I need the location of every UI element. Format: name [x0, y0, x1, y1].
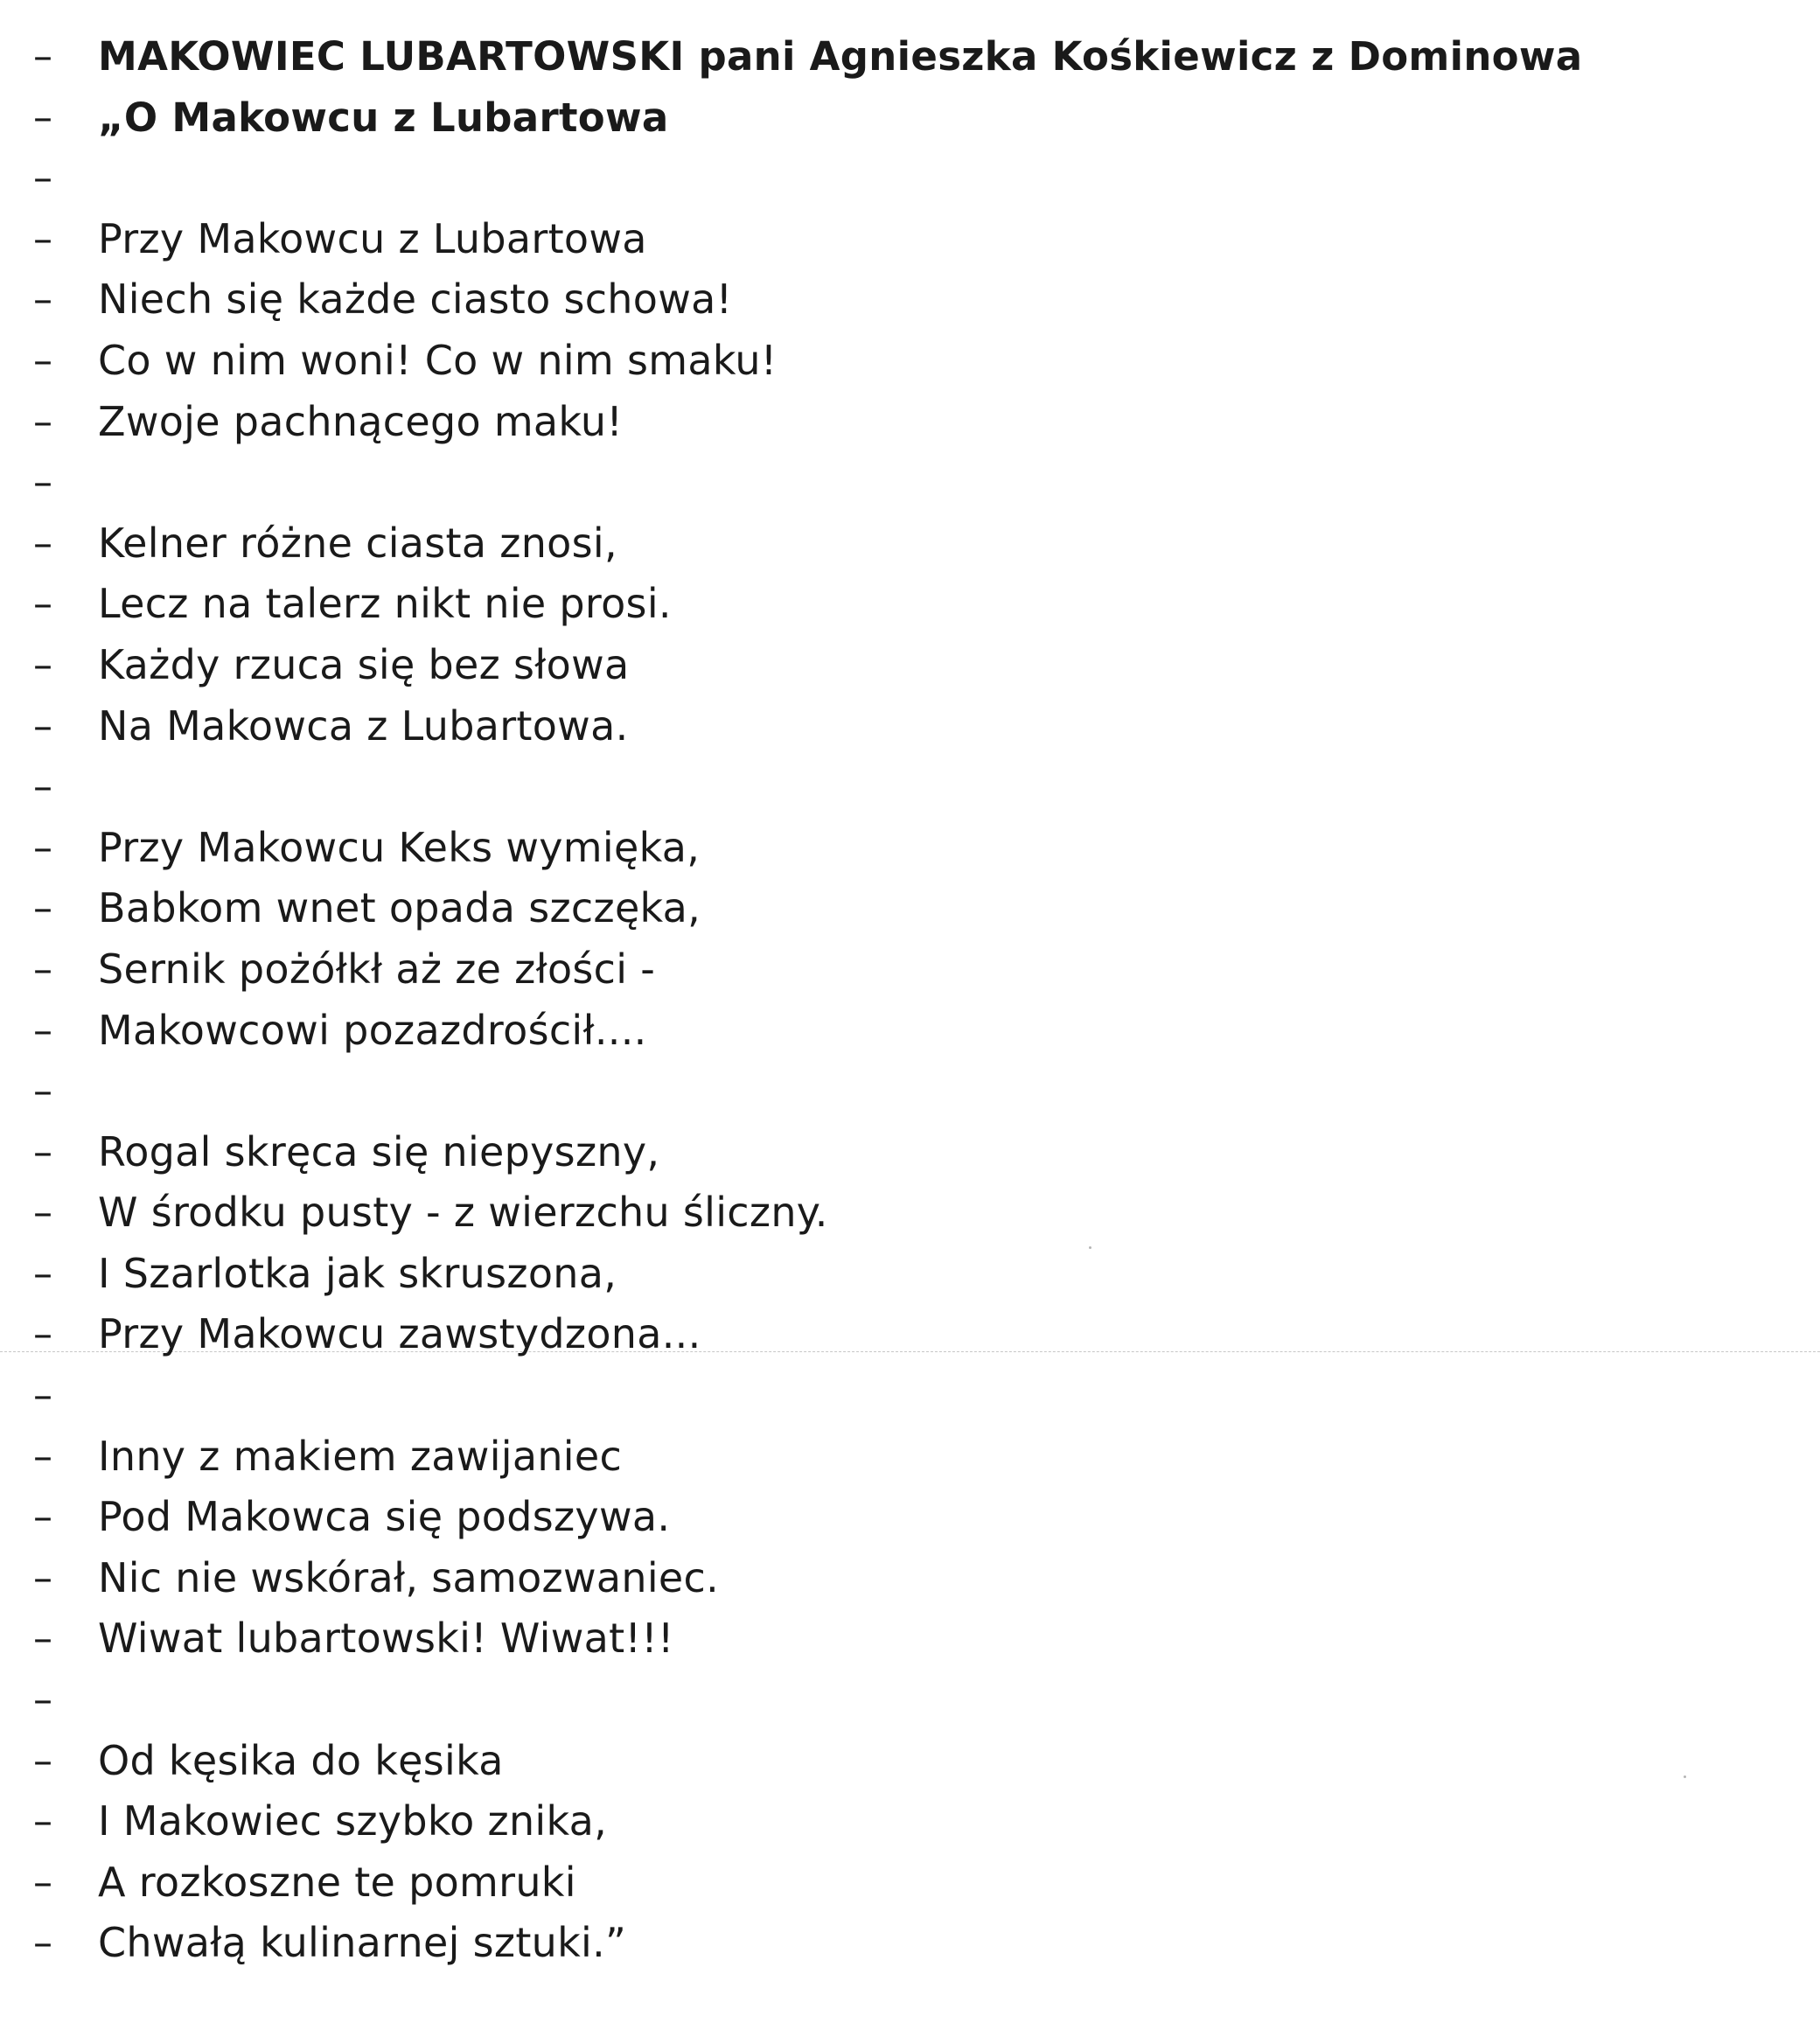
line-text: Zwoje pachnącego maku! [98, 397, 624, 445]
poem-line [0, 1182, 1820, 1244]
line-text: Przy Makowcu Keks wymięka, [98, 823, 701, 871]
poem-line [0, 818, 1820, 879]
line-text: Każdy rzuca się bez słowa [98, 640, 630, 688]
poem-line [0, 1548, 1820, 1609]
line-text: Kelner różne ciasta znosi, [98, 519, 617, 567]
line-dash: – [33, 520, 52, 566]
line-dash: – [33, 277, 52, 323]
poem-body [0, 26, 1820, 1974]
poem-line [0, 1791, 1820, 1852]
line-dash: – [33, 1008, 52, 1053]
line-text: Na Makowca z Lubartowa. [98, 701, 629, 750]
line-dash: – [33, 1129, 52, 1175]
blank-line [0, 757, 1820, 818]
poem-line [0, 635, 1820, 696]
poem-line [0, 513, 1820, 575]
line-text: I Makowiec szybko znika, [98, 1797, 608, 1845]
poem-line [0, 696, 1820, 757]
line-dash: – [33, 1678, 52, 1723]
line-text: Co w nim woni! Co w nim smaku! [98, 336, 778, 384]
line-text: Niech się każde ciasto schowa! [98, 276, 733, 324]
line-text: Makowcowi pozazdrościł.... [98, 1006, 647, 1054]
line-text: Lecz na talerz nikt nie prosi. [98, 580, 672, 628]
poem-line [0, 878, 1820, 939]
blank-line [0, 148, 1820, 209]
line-text: I Szarlotka jak skruszona, [98, 1249, 617, 1297]
line-dash: – [33, 399, 52, 444]
poem-line [0, 574, 1820, 635]
line-dash: – [33, 1373, 52, 1419]
line-dash: – [33, 34, 52, 79]
line-text: Rogal skręca się niepyszny, [98, 1127, 660, 1175]
poem-line [0, 1487, 1820, 1548]
line-text: Chwałą kulinarnej sztuki.” [98, 1919, 627, 1967]
line-dash: – [33, 1190, 52, 1236]
line-dash: – [33, 216, 52, 262]
line-text: Nic nie wskórał, samozwaniec. [98, 1553, 720, 1601]
poem-line [0, 1852, 1820, 1914]
line-dash: – [33, 1069, 52, 1114]
line-dash: – [33, 825, 52, 870]
poem-line [0, 269, 1820, 331]
line-text: Pod Makowca się podszywa. [98, 1493, 671, 1541]
line-text: Babkom wnet opada szczęka, [98, 884, 701, 932]
line-dash: – [33, 1555, 52, 1601]
line-text: „O Makowcu z Lubartowa [98, 94, 669, 141]
line-dash: – [33, 1738, 52, 1783]
blank-line [0, 1061, 1820, 1122]
line-text: Wiwat lubartowski! Wiwat!!! [98, 1615, 674, 1663]
poem-line [0, 1304, 1820, 1365]
line-dash: – [33, 1312, 52, 1357]
poem-line [0, 939, 1820, 1001]
line-text: Przy Makowcu zawstydzona... [98, 1310, 701, 1358]
poem-line [0, 1122, 1820, 1183]
line-dash: – [33, 1495, 52, 1540]
line-dash: – [33, 1799, 52, 1845]
line-text: Od kęsika do kęsika [98, 1736, 504, 1784]
poem-line [0, 1608, 1820, 1670]
line-dash: – [33, 156, 52, 201]
line-dash: – [33, 94, 52, 140]
line-text: A rozkoszne te pomruki [98, 1858, 576, 1906]
line-dash: – [33, 886, 52, 931]
poem-title-line [0, 87, 1820, 149]
blank-line [0, 1670, 1820, 1731]
line-dash: – [33, 1616, 52, 1662]
line-dash: – [33, 460, 52, 506]
line-dash: – [33, 703, 52, 749]
line-dash: – [33, 1434, 52, 1479]
line-dash: – [33, 338, 52, 383]
line-dash: – [33, 1251, 52, 1296]
line-dash: – [33, 764, 52, 810]
line-dash: – [33, 582, 52, 627]
line-dash: – [33, 642, 52, 687]
poem-line [0, 1244, 1820, 1305]
poem-line [0, 1731, 1820, 1792]
line-text: Inny z makiem zawijaniec [98, 1432, 623, 1480]
line-dash: – [33, 1921, 52, 1966]
line-dash: – [33, 1859, 52, 1905]
poem-line [0, 1913, 1820, 1974]
line-text: W środku pusty - z wierzchu śliczny. [98, 1189, 828, 1237]
line-text: Przy Makowcu z Lubartowa [98, 214, 647, 262]
line-text: MAKOWIEC LUBARTOWSKI pani Agnieszka Kośkiewicz z Dominowa [98, 33, 1583, 80]
poem-line [0, 392, 1820, 453]
poem-line [0, 1427, 1820, 1488]
title-line [0, 26, 1820, 87]
blank-line [0, 452, 1820, 513]
line-text: Sernik pożółkł aż ze złości - [98, 945, 656, 993]
poem-line [0, 331, 1820, 392]
poem-line [0, 1001, 1820, 1062]
poem-line [0, 209, 1820, 270]
line-dash: – [33, 946, 52, 992]
blank-line [0, 1365, 1820, 1427]
